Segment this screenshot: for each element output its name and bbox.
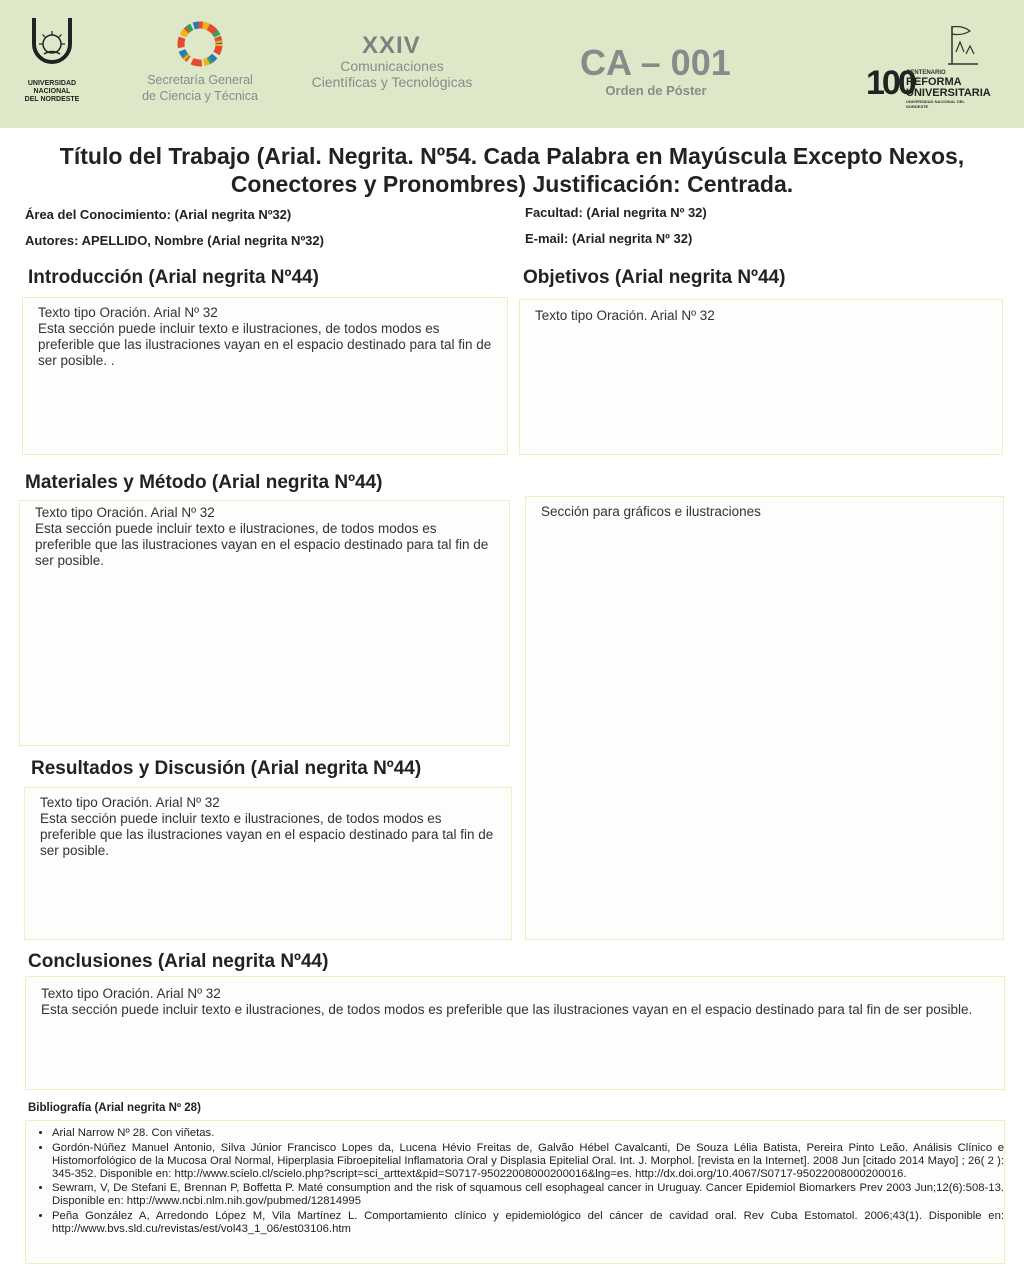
poster-code: CA – 001 [580,42,731,83]
centenario-text [906,70,991,109]
centenario-hundred: 100 [866,64,914,102]
centenario-line-3: UNIVERSITARIA [906,87,991,99]
autores-label: Autores: APELLIDO, Nombre (Arial negrita Nº32) [25,233,324,248]
unne-logo-icon [30,16,74,72]
graficos-box [525,496,1004,940]
materiales-box [19,500,510,746]
conclusiones-heading: Conclusiones (Arial negrita Nº44) [28,951,329,972]
bibliografia-item: • Sewram, V, De Stefani E, Brennan P, Boffetta P. Maté consumption and the risk of squamous cell esophageal cancer in Uruguay. Cancer Epidemiol Biomarkers Prev 2003 Jun;12(6):508-13. Disponible en: http://www.ncbi.nlm.nih.gov/pubmed/12814995 [52,1182,1004,1208]
materiales-body: Esta sección puede incluir texto e ilustraciones, de todos modos es preferible que las ilustraciones vayan en el espacio destinado para tal fin de ser posible. [35,521,489,568]
bibliografia-item: • Peña González A, Arredondo López M, Vila Martínez L. Comportamiento clínico y epidemiológico del cáncer de cavidad oral. Rev Cuba Estomatol. 2006;43(1). Disponible en: http://www.bvs.sld.cu/revistas/est/vol43_1_06/est03106.htm [52,1210,1004,1236]
conclusiones-text [41,986,986,1018]
secretaria-name [140,72,260,104]
conclusiones-box [25,976,1005,1090]
event-name-line-1: Comunicaciones [340,58,444,74]
poster-order: Orden de Póster [605,83,707,98]
flag-monument-icon [946,24,980,68]
introduccion-text [38,305,493,369]
introduccion-heading: Introducción (Arial negrita Nº44) [28,267,319,288]
resultados-body: Esta sección puede incluir texto e ilustraciones, de todos modos es preferible que las ilustraciones vayan en el espacio destinado para tal fin de ser posible. [40,811,494,858]
secretaria-line-1: Secretaría General [147,73,253,87]
resultados-box [24,787,512,940]
university-line-2: NACIONAL [33,88,71,95]
introduccion-box [22,297,508,455]
event-number: XXIV [362,32,421,59]
university-line-3: DEL NORDESTE [24,96,80,103]
centenario-line-1: CENTENARIO [906,70,946,76]
bibliografia-list [38,1127,1004,1237]
conclusiones-line1: Texto tipo Oración. Arial Nº 32 [41,986,221,1001]
resultados-heading: Resultados y Discusión (Arial negrita Nº44) [31,758,422,779]
objetivos-heading: Objetivos (Arial negrita Nº44) [523,267,786,288]
secretaria-line-2: de Ciencia y Técnica [142,89,258,103]
university-name [12,80,92,104]
conclusiones-body: Esta sección puede incluir texto e ilustraciones, de todos modos es preferible que las ilustraciones vayan en el espacio destinado para tal fin de ser posible. [41,1002,973,1017]
event-name-line-2: Científicas y Tecnológicas [311,74,473,90]
university-line-1: UNIVERSIDAD [27,80,77,87]
resultados-line1: Texto tipo Oración. Arial Nº 32 [40,795,220,810]
facultad-label: Facultad: (Arial negrita Nº 32) [525,205,707,220]
bibliografia-item: • Gordón-Núñez Manuel Antonio, Silva Júnior Francisco Lopes da, Lucena Hévio Freitas de, Galvão Hébel Cavalcanti, De Souza Lélia Batista, Pereira Pinto Leão. Análisis Clínico e Histomorfológico de la Mucosa Oral Normal, Hiperplasia Fibroepitelial Inflamatoria Oral y Displasia Epitelial Oral. Int. J. Morphol. [revista en la Internet]. 2008 Jun [citado 2014 Mayo] ; 26( 2 ): 345-352. Disponible en: http://www.scielo.cl/scielo.php?script=sci_arttext&pid=S0717-95022008000200016&lng=es. http://dx.doi.org/10.4067/S0717-95022008000200016. [52,1142,1004,1181]
area-label: Área del Conocimiento: (Arial negrita Nº32) [25,207,292,222]
poster-title: Título del Trabajo (Arial. Negrita. Nº54. Cada Palabra en Mayúscula Excepto Nexos, Conectores y Pronombres) Justificación: Centrada. [59,143,965,197]
objetivos-line1: Texto tipo Oración. Arial Nº 32 [535,308,715,323]
event-name [302,58,482,90]
graficos-line1: Sección para gráficos e ilustraciones [541,504,761,519]
materiales-line1: Texto tipo Oración. Arial Nº 32 [35,505,215,520]
centenario-line-2: REFORMA [906,76,962,88]
header-band [0,0,1024,128]
materiales-text [35,505,495,569]
resultados-text [40,795,495,859]
email-label: E-mail: (Arial negrita Nº 32) [525,231,693,246]
introduccion-line1: Texto tipo Oración. Arial Nº 32 [38,305,218,320]
objetivos-box [519,299,1003,455]
centenario-line-4: UNIVERSIDAD NACIONAL DEL NORDESTE [906,99,965,109]
secretaria-logo-icon [176,20,224,68]
bibliografia-item: • Arial Narrow Nº 28. Con viñetas. [52,1127,1004,1140]
bibliografia-heading: Bibliografía (Arial negrita Nº 28) [28,1102,201,1114]
materiales-heading: Materiales y Método (Arial negrita Nº44) [25,472,383,493]
introduccion-body: Esta sección puede incluir texto e ilustraciones, de todos modos es preferible que las ilustraciones vayan en el espacio destinado para tal fin de ser posible. . [38,321,492,368]
